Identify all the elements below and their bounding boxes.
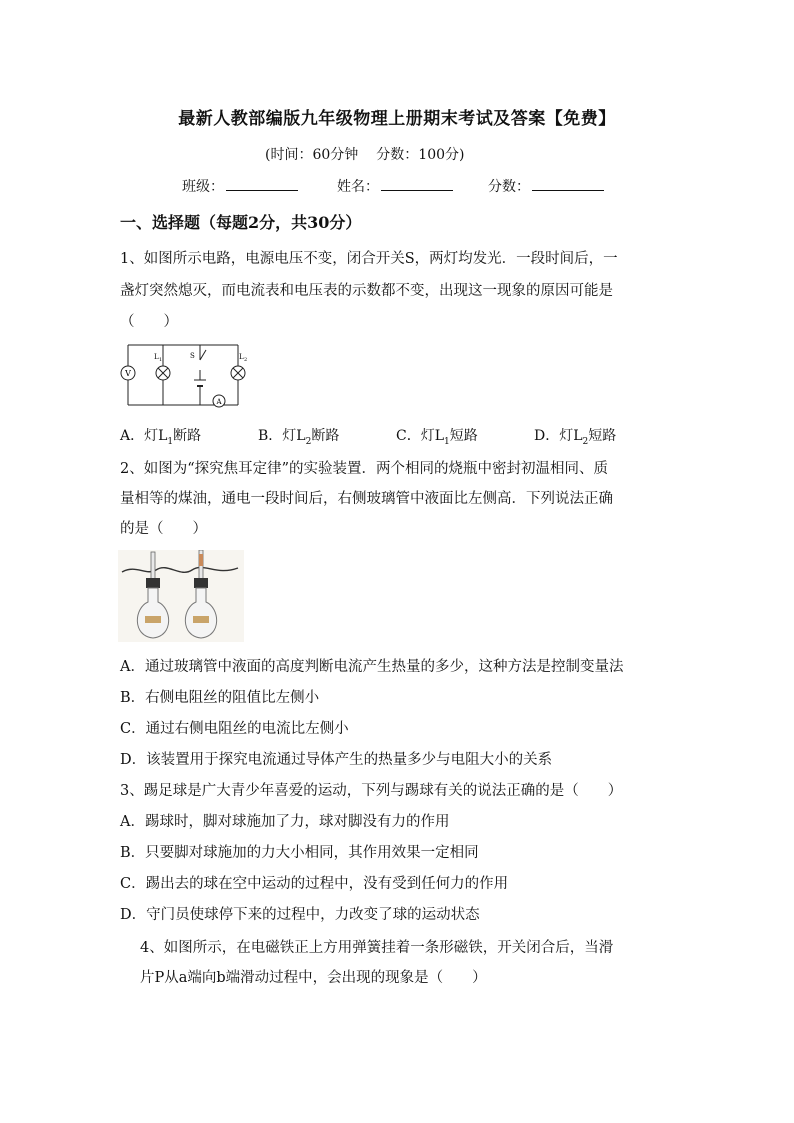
q1-option-d[interactable]: D．灯$L_2$短路 — [534, 428, 617, 447]
q3-option-a[interactable]: A．踢球时，脚对球施加了力，球对脚没有力的作用 — [120, 814, 450, 830]
q2-line2: 量相等的煤油，通电一段时间后，右侧玻璃管中液面比左侧高．下列说法正确 — [120, 491, 613, 507]
page-title: 最新人教部编版九年级物理上册期末考试及答案【免费】 — [178, 109, 616, 129]
name-blank[interactable] — [381, 176, 453, 191]
q2-option-a[interactable]: A．通过玻璃管中液面的高度判断电流产生热量的多少，这种方法是控制变量法 — [120, 659, 624, 675]
circuit-diagram — [118, 340, 258, 412]
exam-meta — [265, 144, 464, 164]
score-blank[interactable] — [532, 176, 604, 191]
battery-icon — [194, 380, 206, 386]
q1-line2: 盏灯突然熄灭，而电流表和电压表的示数都不变，出现这一现象的原因可能是 — [120, 283, 613, 299]
q1-line3: （ ） — [120, 314, 178, 330]
lamp-l1-icon — [154, 353, 170, 380]
q3-option-b[interactable]: B．只要脚对球施加的力大小相同，其作用效果一定相同 — [120, 845, 479, 861]
name-label: 姓名： — [337, 179, 379, 195]
class-label: 班级： — [182, 179, 224, 195]
q3-option-c[interactable]: C．踢出去的球在空中运动的过程中，没有受到任何力的作用 — [120, 876, 509, 892]
switch-icon — [190, 350, 206, 360]
score-label: 分数： — [488, 179, 530, 195]
q1-option-a[interactable]: A．灯$L_1$断路 — [120, 428, 202, 447]
q2-option-d[interactable]: D．该装置用于探究电流通过导体产生的热量多少与电阻大小的关系 — [120, 752, 553, 768]
q3-line1: 3、踢足球是广大青少年喜爱的运动，下列与踢球有关的说法正确的是（ ） — [120, 783, 623, 799]
q3-option-d[interactable]: D．守门员使球停下来的过程中，力改变了球的运动状态 — [120, 907, 480, 923]
class-blank[interactable] — [226, 176, 298, 191]
q2-line3: 的是（ ） — [120, 521, 207, 537]
svg-text:V: V — [125, 369, 131, 378]
total-score: 分数：100分) — [376, 147, 465, 163]
time-limit: (时间：60分钟 — [265, 147, 359, 163]
lamp-l2-icon — [231, 353, 247, 380]
svg-text:L: L — [239, 353, 244, 361]
joule-apparatus-figure — [118, 550, 244, 642]
class-field[interactable] — [182, 176, 298, 196]
voltmeter-icon — [121, 366, 135, 380]
svg-text:S: S — [190, 352, 195, 360]
q4-line2: 片P从a端向b端滑动过程中，会出现的现象是（ ） — [140, 970, 487, 986]
q2-option-c[interactable]: C．通过右侧电阻丝的电流比左侧小 — [120, 721, 349, 737]
section-heading: 一、选择题（每题2分，共30分） — [120, 213, 362, 232]
q1-line1: 1、如图所示电路，电源电压不变，闭合开关S，两灯均发光．一段时间后，一 — [120, 251, 618, 267]
q2-option-b[interactable]: B．右侧电阻丝的阻值比左侧小 — [120, 690, 320, 706]
score-field[interactable] — [488, 176, 604, 196]
q4-line1: 4、如图所示，在电磁铁正上方用弹簧挂着一条形磁铁，开关闭合后，当滑 — [140, 940, 614, 956]
q1-option-c[interactable]: C．灯$L_1$短路 — [396, 428, 478, 447]
svg-text:A: A — [216, 398, 222, 406]
svg-text:2: 2 — [244, 357, 248, 363]
name-field[interactable] — [337, 176, 453, 196]
svg-text:L: L — [154, 353, 159, 361]
q1-option-b[interactable]: B．灯$L_2$断路 — [258, 428, 340, 447]
svg-text:1: 1 — [159, 357, 163, 363]
ammeter-icon — [213, 395, 225, 407]
q2-line1: 2、如图为“探究焦耳定律”的实验装置．两个相同的烧瓶中密封初温相同、质 — [120, 461, 609, 477]
